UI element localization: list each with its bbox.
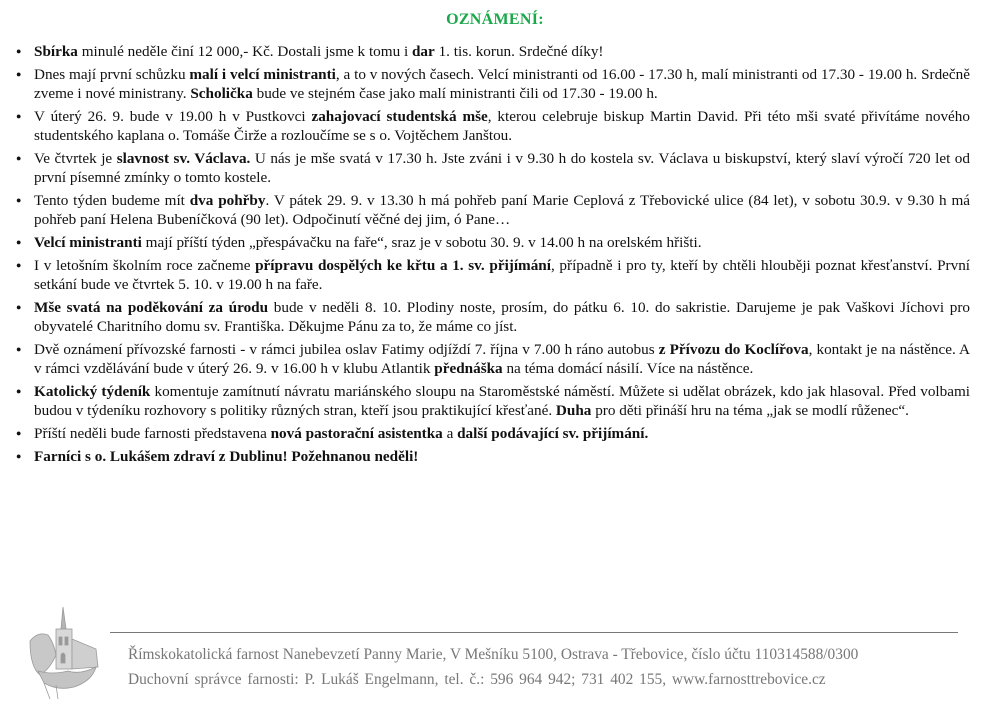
announcement-item — [14, 256, 970, 294]
item-text: Tento týden budeme mít — [34, 192, 190, 209]
highlight-text: z Přívozu do Koclířova — [658, 341, 809, 358]
item-text: , a to v nových časech. Velcí ministranti od 16.00 - 17.30 h, malí ministranti od 17.30 - 19.00 h. Srdečně zveme i nové ministrany. — [34, 66, 970, 102]
highlight-text: nová pastorační asistentka — [270, 425, 443, 442]
highlight-text: dva pohřby — [189, 192, 266, 209]
item-text: bude ve stejném čase jako malí ministranti čili od 17.30 - 19.00 h. — [252, 85, 658, 102]
item-text: a — [442, 425, 458, 442]
announcement-item — [14, 340, 970, 378]
item-text: , případně i pro ty, kteří by chtěli hlouběji poznat křesťanství. První setkání bude ve čtvrtek 5. 10. v 19.00 h na faře. — [34, 257, 971, 293]
item-text: minulé neděle činí 12 000,- Kč. Dostali jsme k tomu i — [77, 43, 412, 60]
announcement-item — [14, 191, 970, 229]
highlight-text: Mše svatá na poděkování za úrodu — [34, 299, 269, 316]
item-text: I v letošním školním roce začneme — [34, 257, 256, 274]
item-text: komentuje zamítnutí návratu mariánského sloupu na Staroměstské náměstí. Můžete si udělat obrázek, kdo jak hlasoval. Před volbami budou v týdeníku rozhovory s politiky různých stran, kteří jsou praktikující křesťané. — [34, 383, 970, 419]
item-text: mají příští týden „přespávačku na faře“, sraz je v sobotu 30. 9. v 14.00 h na orelském hřišti. — [141, 234, 702, 251]
announcement-item — [14, 298, 970, 336]
highlight-text: přípravu dospělých ke křtu a 1. sv. přijímání — [255, 257, 551, 274]
item-text: bude v neděli 8. 10. Plodiny noste, prosím, do pátku 6. 10. do sakristie. Darujeme je pak Vaškovi Jíchovi pro obyvatelé Charitního domu sv. Františka. Děkujme Pánu za to, že máme co jíst. — [34, 299, 970, 335]
footer-divider — [110, 632, 958, 633]
item-text: V úterý 26. 9. bude v 19.00 h v Pustkovci — [34, 108, 312, 125]
announcement-item — [14, 107, 970, 145]
highlight-text: Sbírka — [34, 43, 78, 60]
item-text: 1. tis. korun. Srdečné díky! — [434, 43, 604, 60]
highlight-text: Katolický týdeník — [34, 383, 151, 400]
footer-contact: Duchovní správce farnosti: P. Lukáš Engelmann, tel. č.: 596 964 942; 731 402 155, www.farnosttrebovice.cz — [128, 671, 826, 688]
highlight-text: Scholička — [190, 85, 253, 102]
item-text: Ve čtvrtek je — [34, 150, 117, 167]
item-text: , kterou celebruje biskup Martin David. Při této mši svaté přivítáme nového studentského kaplana o. Tomáše Čirže a rozloučíme se s o. Vojtěchem Janštou. — [34, 108, 970, 144]
item-text: Dnes mají první schůzku — [34, 66, 190, 83]
highlight-text: slavnost sv. Václava. — [116, 150, 251, 167]
item-text: . V pátek 29. 9. v 13.30 h má pohřeb paní Marie Ceplová z Třebovické ulice (84 let), v sobotu 30.9. v 9.30 h má pohřeb paní Helena Bubeníčková (90 let). Odpočinutí věčné dej jim, ó Pane… — [34, 192, 971, 228]
announcement-item — [14, 382, 970, 420]
highlight-text: Farníci s o. Lukášem zdraví z Dublinu! Požehnanou neděli! — [34, 448, 419, 465]
item-text: pro děti přináší hru na téma „jak se modlí růženec“. — [591, 402, 909, 419]
page-title: OZNÁMENÍ: — [446, 11, 544, 28]
announcement-list — [14, 42, 970, 470]
highlight-text: zahajovací studentská mše — [311, 108, 488, 125]
highlight-text: malí i velcí ministranti — [189, 66, 336, 83]
church-sketch-icon — [26, 605, 106, 700]
item-text: na téma domácí násilí. Více na nástěnce. — [502, 360, 754, 377]
footer-address: Římskokatolická farnost Nanebevzetí Panny Marie, V Mešníku 5100, Ostrava - Třebovice, číslo účtu 110314588/0300 — [128, 646, 859, 663]
highlight-text: dar — [411, 43, 435, 60]
highlight-text: přednáška — [434, 360, 503, 377]
highlight-text: Velcí ministranti — [34, 234, 142, 251]
item-text: U nás je mše svatá v 17.30 h. Jste zváni i v 9.30 h do kostela sv. Václava u biskupství, který slaví výročí 720 let od první písemné zmínky o tomto kostele. — [34, 150, 970, 186]
announcement-item — [14, 424, 970, 443]
item-text: Dvě oznámení přívozské farnosti - v rámci jubilea oslav Fatimy odjíždí 7. října v 7.00 h ráno autobus — [34, 341, 659, 358]
announcement-item — [14, 447, 970, 466]
announcement-item — [14, 42, 970, 61]
announcement-item — [14, 149, 970, 187]
highlight-text: Duha — [555, 402, 592, 419]
announcement-item — [14, 65, 970, 103]
highlight-text: další podávající sv. přijímání. — [457, 425, 649, 442]
item-text: , kontakt je na nástěnce. A v rámci vzdělávání bude v úterý 26. 9. v 16.00 h v klubu Atlantik — [34, 341, 970, 377]
item-text: Příští neděli bude farnosti představena — [34, 425, 271, 442]
announcement-item — [14, 233, 970, 252]
